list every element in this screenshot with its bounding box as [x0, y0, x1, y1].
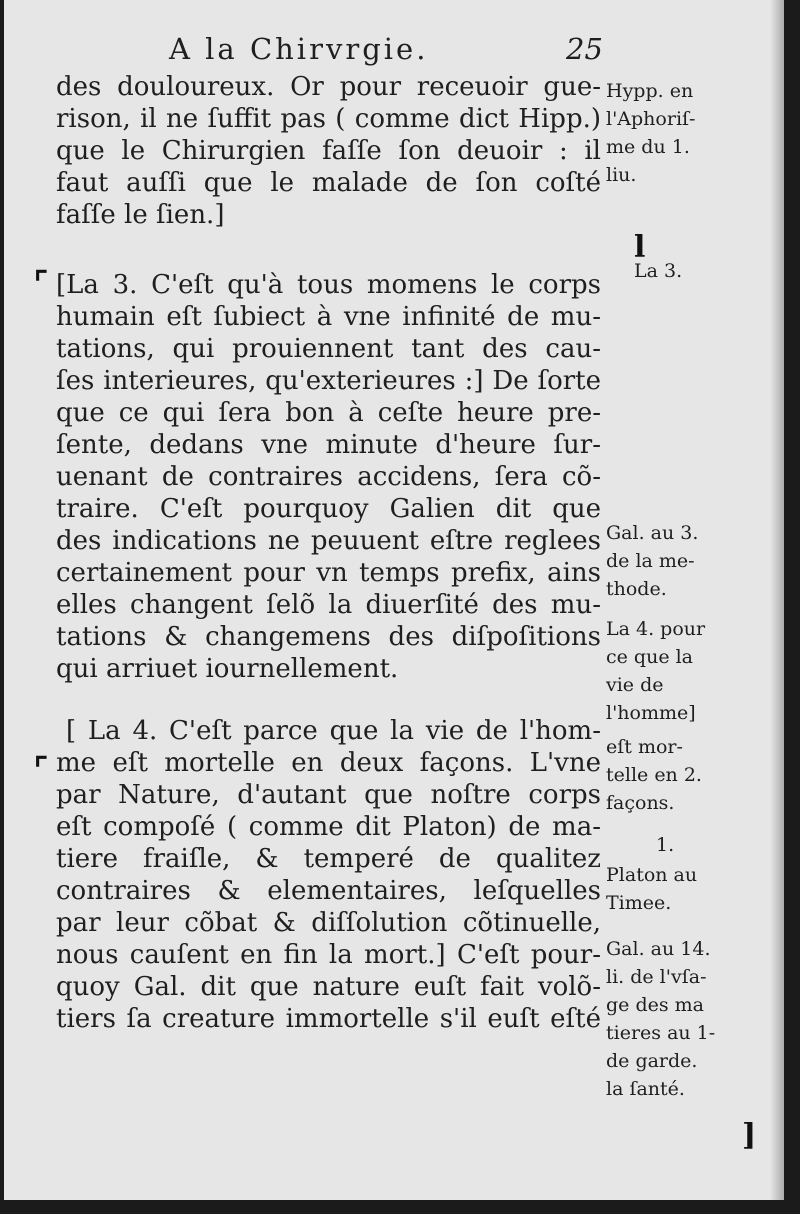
margin-line: tieres au 1-	[606, 1022, 716, 1044]
text-line: eſt compoſé ( comme dit Platon) de ma-	[56, 812, 601, 842]
margin-line: li. de l'vſa-	[606, 966, 707, 988]
text-line: [ La 4. C'eſt parce que la vie de l'hom-	[66, 716, 601, 746]
text-line: faſſe le ſien.]	[56, 200, 225, 230]
page-number: 25	[566, 32, 603, 66]
text-line: certainement pour vn temps prefix, ains	[56, 558, 601, 588]
margin-line: de garde.	[606, 1050, 698, 1072]
text-line: [La 3. C'eſt qu'à tous momens le corps	[56, 270, 601, 300]
text-line: traire. C'eſt pourquoy Galien dit que	[56, 494, 601, 524]
running-head: A la Chirvrgie.	[169, 32, 429, 66]
text-line: contraires & elementaires, leſquelles	[56, 876, 601, 906]
handwritten-tick-mark: ⅼ	[634, 230, 646, 265]
margin-line: Gal. au 14.	[606, 938, 711, 960]
text-line: des indications ne peuuent eſtre reglees	[56, 526, 601, 556]
text-line: par Nature, d'autant que noſtre corps	[56, 780, 601, 810]
text-line: tations, qui prouiennent tant des cau-	[56, 334, 601, 364]
text-line: par leur cõbat & diſſolution cõtinuelle,	[56, 908, 601, 938]
margin-line: 1.	[656, 834, 675, 856]
margin-line: me du 1.	[606, 136, 690, 158]
text-line: tiers ſa creature immortelle s'il euſt eſté	[56, 1004, 601, 1034]
margin-line: l'Aphoriſ-	[606, 108, 696, 130]
margin-line: Platon au	[606, 864, 698, 886]
margin-line: Timee.	[606, 892, 672, 914]
handwritten-bracket-mark: ⌜	[34, 752, 49, 787]
text-line: ſente, dedans vne minute d'heure ſur-	[56, 430, 601, 460]
text-line: uenant de contraires accidens, ſera cõ-	[56, 462, 601, 492]
margin-line: eſt mor-	[606, 736, 683, 758]
text-line: me eſt mortelle en deux façons. L'vne	[56, 748, 601, 778]
text-line: quoy Gal. dit que nature euſt fait volõ-	[56, 972, 601, 1002]
margin-line: la ſanté.	[606, 1078, 685, 1100]
margin-line: Gal. au 3.	[606, 522, 699, 544]
text-line: ſes interieures, qu'exterieures :] De ſorte	[56, 366, 601, 396]
margin-notes-column	[606, 72, 776, 1162]
margin-line: l'homme]	[606, 702, 696, 724]
text-line: nous cauſent en fin la mort.] C'eſt pour-	[56, 940, 601, 970]
margin-line: La 4. pour	[606, 618, 706, 640]
text-line: humain eſt ſubiect à vne infinité de mu-	[56, 302, 601, 332]
book-page	[4, 0, 784, 1200]
margin-line: de la me-	[606, 550, 695, 572]
text-line: que ce qui ſera bon à ceſte heure pre-	[56, 398, 601, 428]
handwritten-bracket-mark: ]	[742, 1118, 757, 1153]
text-line: tiere fraiſle, & temperé de qualitez	[56, 844, 601, 874]
main-text-column	[4, 72, 604, 1152]
margin-line: façons.	[606, 792, 675, 814]
text-line: tations & changemens des diſpoſitions	[56, 622, 601, 652]
text-line: que le Chirurgien faſſe ſon deuoir : il	[56, 136, 601, 166]
margin-line: liu.	[606, 164, 637, 186]
page-header	[4, 32, 784, 72]
handwritten-bracket-mark: ⌜	[34, 266, 49, 301]
margin-line: thode.	[606, 578, 667, 600]
text-line: rison, il ne ſuffit pas ( comme dict Hipp.)	[56, 104, 601, 134]
margin-line: telle en 2.	[606, 764, 702, 786]
margin-line: vie de	[606, 674, 664, 696]
text-line: faut auſſi que le malade de ſon coſté	[56, 168, 601, 198]
text-line: des douloureux. Or pour receuoir gue-	[56, 72, 601, 102]
margin-line: Hypp. en	[606, 80, 694, 102]
text-line: qui arriuet iournellement.	[56, 654, 399, 684]
text-line: elles changent ſelõ la diuerſité des mu-	[56, 590, 601, 620]
margin-line: La 3.	[634, 260, 683, 282]
margin-line: ge des ma	[606, 994, 704, 1016]
margin-line: ce que la	[606, 646, 694, 668]
